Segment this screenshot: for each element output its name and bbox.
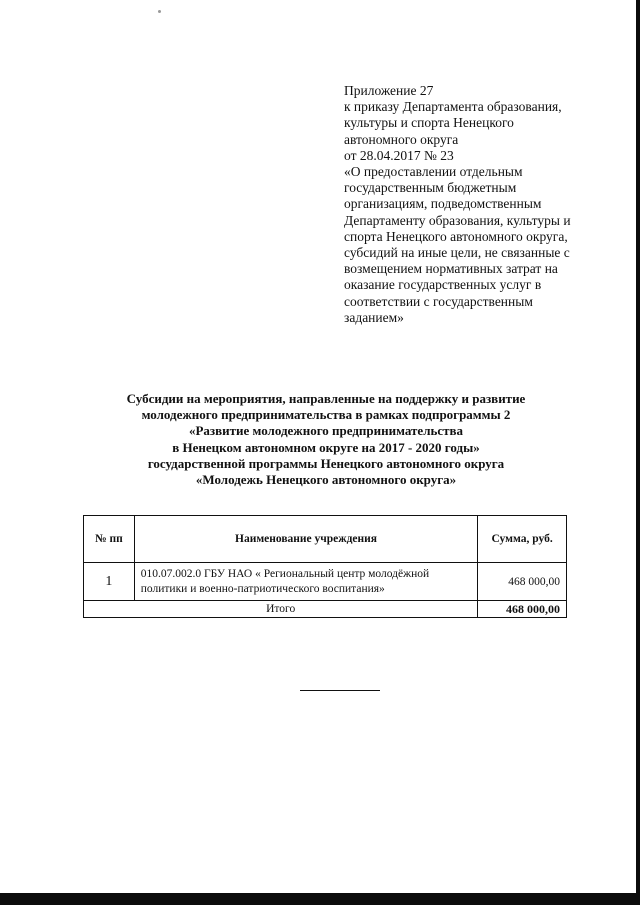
appendix-block [344,83,594,326]
appendix-line: оказание государственных услуг в [344,277,542,293]
appendix-line: «О предоставлении отдельным [344,164,523,180]
appendix-line: культуры и спорта Ненецкого [344,115,514,131]
appendix-line: Департаменту образования, культуры и [344,212,571,228]
row-sum: 468 000,00 [478,563,567,601]
title-line: «Молодежь Ненецкого автономного округа» [195,472,457,488]
total-label: Итого [84,601,478,618]
subsidies-table [83,515,567,618]
table-total-row [84,601,567,618]
title-line: молодежного предпринимательства в рамках подпрограммы 2 [141,407,511,423]
row-number: 1 [84,563,135,601]
appendix-line: к приказу Департамента образования, [344,99,562,115]
scan-right-edge [636,0,640,905]
title-line: государственной программы Ненецкого автономного округа [147,455,505,471]
table-header-row [84,516,567,563]
title-line: «Развитие молодежного предпринимательства [188,423,464,439]
total-sum: 468 000,00 [478,601,567,618]
document-title [60,391,592,488]
row-institution-name-line: 010.07.002.0 ГБУ НАО « Региональный центр молодёжной [140,567,430,580]
scan-speck [158,10,161,13]
row-institution-name [134,563,478,601]
appendix-line: соответствии с государственным [344,293,533,309]
appendix-line: организациям, подведомственным [344,196,542,212]
appendix-line: субсидий на иные цели, не связанные с [344,245,570,261]
appendix-line: автономного округа [344,131,459,147]
row-institution-name-line: политики и военно-патриотического воспитания» [140,582,385,595]
end-divider-line [300,690,380,691]
header-sum: Сумма, руб. [478,516,567,563]
table-row [84,563,567,601]
title-line: Субсидии на мероприятия, направленные на поддержку и развитие [126,391,526,406]
header-institution-name: Наименование учреждения [134,516,478,563]
title-line: в Ненецком автономном округе на 2017 - 2020 годы» [172,439,480,455]
appendix-line: спорта Ненецкого автономного округа, [344,228,568,244]
appendix-line: возмещением нормативных затрат на [344,261,558,277]
appendix-line: государственным бюджетным [344,180,517,196]
appendix-line: заданием» [344,309,404,325]
appendix-line: Приложение 27 [344,83,434,98]
scan-bottom-edge [0,893,640,905]
header-number: № пп [84,516,135,563]
appendix-line: от 28.04.2017 № 23 [344,147,454,163]
